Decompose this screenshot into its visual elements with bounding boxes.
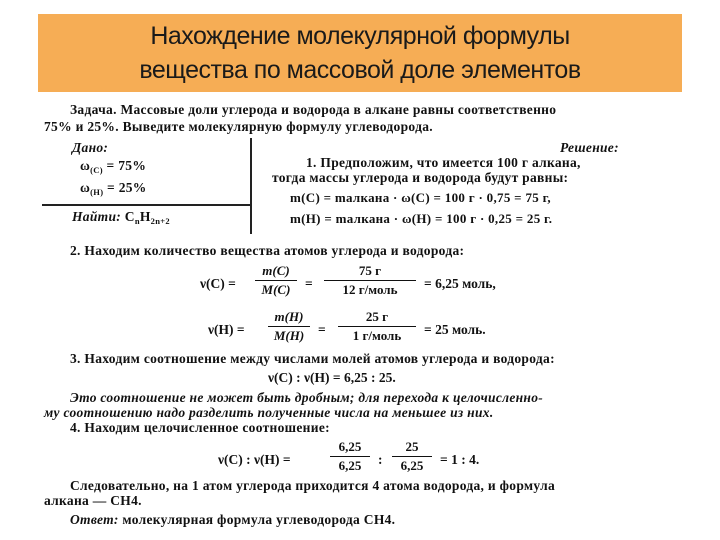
- ratio-fraction-1: 6,25 6,25: [330, 439, 370, 474]
- ratio-2-result: = 1 : 4.: [440, 452, 480, 467]
- ratio-1: ν(C) : ν(H) = 6,25 : 25.: [268, 370, 396, 385]
- note-line-1: Это соотношение не может быть дробным; для перехода к целочисленно-: [70, 390, 544, 405]
- title-banner: [38, 14, 682, 92]
- nu-h-eq: =: [318, 322, 326, 337]
- step-1-line-2: тогда массы углерода и водорода будут равны:: [272, 170, 569, 185]
- solution-label: Решение:: [560, 140, 619, 155]
- mass-carbon-eq: m(C) = mалкана · ω(C) = 100 г · 0,75 = 75 г,: [290, 190, 551, 205]
- ratio-2-label: ν(C) : ν(H) =: [218, 452, 291, 467]
- task-line-1: [70, 102, 556, 118]
- conclusion-line-2: алкана — CH4.: [44, 493, 142, 508]
- nu-c-result: = 6,25 моль,: [424, 276, 496, 291]
- nu-h-result: = 25 моль.: [424, 322, 486, 337]
- ratio-colon: :: [378, 452, 383, 467]
- note-line-2: му соотношению надо разделить полученные числа на меньшее из них.: [44, 405, 494, 420]
- mass-hydrogen-eq: m(H) = mалкана · ω(H) = 100 г · 0,25 = 25 г.: [290, 211, 553, 226]
- given-w-c: $\omega_{(C)} = 75\%$: [80, 158, 147, 175]
- step-4-heading: 4. Находим целочисленное соотношение:: [70, 420, 330, 435]
- given-divider: [42, 204, 250, 206]
- nu-h-fraction-2: 25 г 1 г/моль: [338, 309, 416, 344]
- answer-text: молекулярная формула углеводорода CH4.: [118, 512, 396, 527]
- nu-c-label: ν(C) =: [200, 276, 236, 291]
- step-2-heading: 2. Находим количество вещества атомов углерода и водорода:: [70, 243, 465, 258]
- answer-label: Ответ:: [70, 512, 119, 527]
- answer-line: [70, 512, 395, 528]
- task-label: Задача.: [70, 102, 117, 117]
- task-text-1: Массовые доли углерода и водорода в алкане равны соответственно: [116, 102, 557, 117]
- find-label: Найти:: [72, 209, 122, 224]
- task-line-2: 75% и 25%. Выведите молекулярную формулу углеводорода.: [44, 119, 433, 134]
- title-line-1: Нахождение молекулярной формулы: [150, 22, 570, 50]
- given-vertical-rule: [250, 138, 252, 234]
- step-1-line-1: 1. Предположим, что имеется 100 г алкана,: [306, 155, 581, 170]
- conclusion-line-1: Следовательно, на 1 атом углерода приходится 4 атома водорода, и формула: [70, 478, 556, 493]
- title-line-2: вещества по массовой доле элементов: [139, 56, 581, 84]
- nu-c-eq: =: [305, 276, 313, 291]
- nu-h-label: ν(H) =: [208, 322, 245, 337]
- nu-c-fraction-2: 75 г 12 г/моль: [324, 263, 416, 298]
- given-w-h: $\omega_{(H)} = 25\%$: [80, 180, 147, 197]
- step-3-heading: 3. Находим соотношение между числами молей атомов углерода и водорода:: [70, 351, 555, 366]
- nu-h-fraction-1: m(H) M(H): [268, 309, 310, 344]
- nu-c-fraction-1: m(C) M(C): [255, 263, 297, 298]
- given-label: Дано:: [72, 140, 109, 155]
- ratio-fraction-2: 25 6,25: [392, 439, 432, 474]
- find-line: Найти: $C_nH_{2n+2}$: [72, 209, 170, 226]
